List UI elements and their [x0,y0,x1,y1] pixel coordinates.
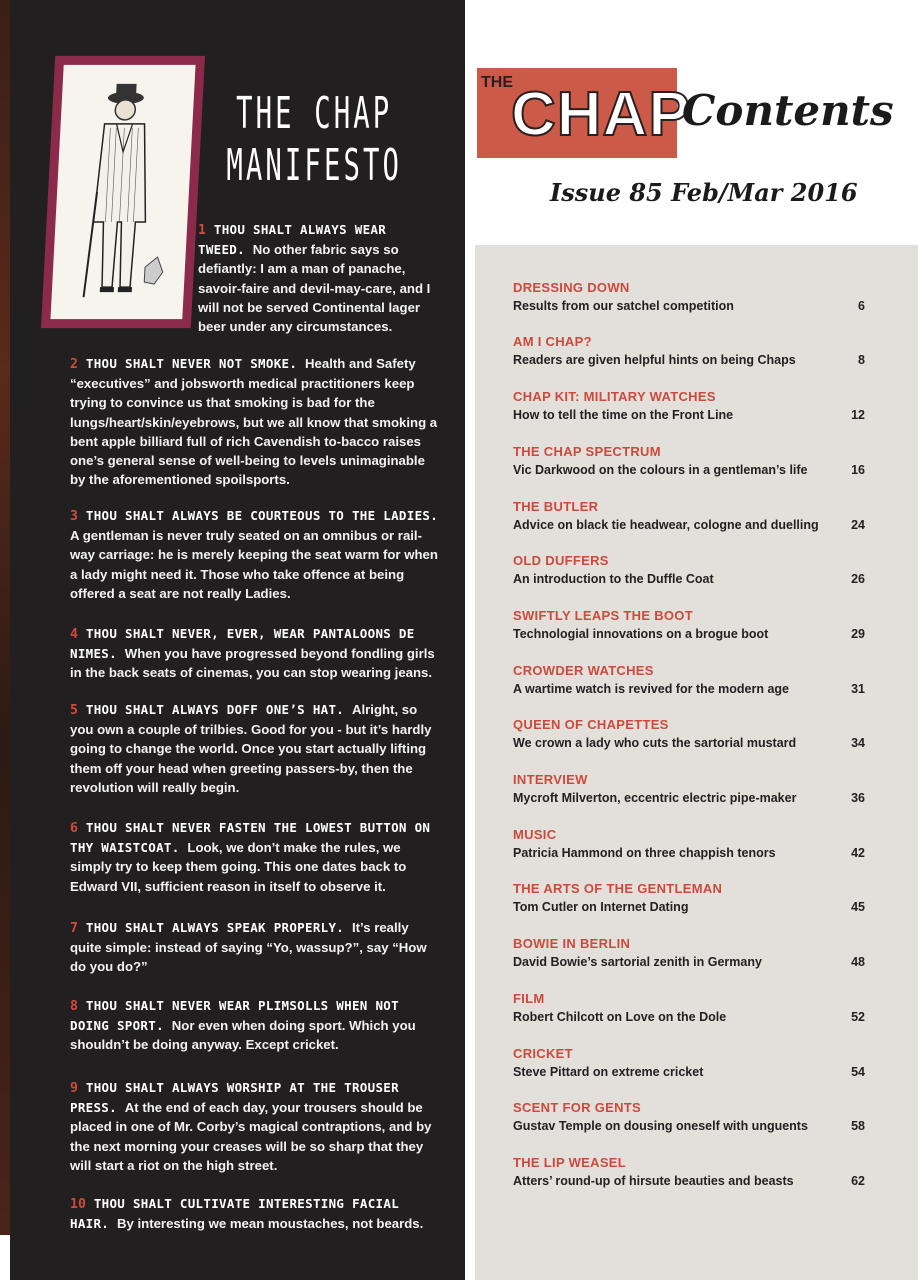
toc-entry-desc: Mycroft Milverton, eccentric electric pipe-maker [513,791,797,805]
background-photo-edge [0,0,10,1235]
toc-entry-desc: Patricia Hammond on three chappish tenors [513,846,776,860]
toc-entry-page: 52 [851,1010,865,1024]
rule-number: 8 [70,999,86,1014]
rule-heading: THOU SHALT NEVER FASTEN THE LOWEST BUTTON ON THY WAISTCOAT. [70,820,431,856]
rule-heading: THOU SHALT NEVER WEAR PLIMSOLLS WHEN NOT DOING SPORT. [70,998,399,1034]
toc-entry[interactable] [513,771,865,807]
manifesto-rule [70,354,440,489]
toc-entry-title: CROWDER WATCHES [513,663,654,678]
rule-text: Look, we don’t make the rules, we simply try to keep them going. This one dates back to Edward VII, sufficient reason in itself to observe it. [70,840,407,894]
rule-heading: THOU SHALT ALWAYS WEAR TWEED. [198,222,387,258]
toc-entry-title: BOWIE IN BERLIN [513,936,631,951]
toc-entry-title: MUSIC [513,827,557,842]
manifesto-rule [70,700,440,797]
toc-entry[interactable] [513,607,865,643]
rule-heading: THOU SHALT ALWAYS SPEAK PROPERLY. [85,920,352,935]
manifesto-rule [70,818,440,896]
rule-number: 5 [70,703,86,718]
gentleman-illustration-frame [41,56,205,328]
toc-entry-page: 42 [851,846,865,860]
manifesto-rule [70,1194,440,1233]
toc-entry-title: THE LIP WEASEL [513,1155,627,1170]
toc-entry-page: 45 [851,900,865,914]
logo-the: THE [481,74,513,91]
toc-entry-page: 48 [851,955,865,969]
toc-entry[interactable] [513,935,865,971]
toc-entry-title: INTERVIEW [513,772,588,787]
rule-number: 2 [70,357,86,372]
toc-entry-desc: Technologial innovations on a brogue boot [513,627,769,641]
toc-entry-desc: Steve Pittard on extreme cricket [513,1065,704,1079]
rule-text: Alright, so you own a couple of trilbies. Good for you - but it’s hardly going to change the world. Once you start actually lifting them off your head when greeting passers-by, then the revolution will really begin. [70,702,432,795]
toc-entry-desc: David Bowie’s sartorial zenith in Germany [513,955,762,969]
toc-entry-page: 24 [851,518,865,532]
toc-entry[interactable] [513,716,865,752]
manifesto-rule [198,220,438,336]
toc-entry-page: 62 [851,1174,865,1188]
toc-entry[interactable] [513,498,865,534]
rule-heading: THOU SHALT ALWAYS DOFF ONE’S HAT. [85,702,352,717]
toc-entry[interactable] [513,990,865,1026]
rule-heading: THOU SHALT ALWAYS BE COURTEOUS TO THE LADIES. [85,508,439,523]
toc-entry-page: 54 [851,1065,865,1079]
rule-heading: THOU SHALT NEVER, EVER, WEAR PANTALOONS DE NIMES. [70,626,415,662]
rule-text: No other fabric says so defiantly: I am a man of panache, savoir-faire and devil-may-care, and I will not be served Continental lager beer under any circumstances. [198,242,431,335]
toc-entry-title: DRESSING DOWN [513,280,630,295]
rule-number: 4 [70,627,86,642]
toc-entry-title: THE BUTLER [513,499,599,514]
toc-entry-title: FILM [513,991,545,1006]
toc-entry-title: SWIFTLY LEAPS THE BOOT [513,608,693,623]
rule-heading: THOU SHALT CULTIVATE INTERESTING FACIAL HAIR. [70,1196,400,1232]
toc-entry-page: 16 [851,463,865,477]
toc-entry-desc: Advice on black tie headwear, cologne and duelling [513,518,819,532]
toc-entry[interactable] [513,880,865,916]
rule-text: Nor even when doing sport. Which you shouldn’t be doing anyway. Except cricket. [70,1018,416,1053]
toc-entry-desc: Tom Cutler on Internet Dating [513,900,689,914]
manifesto-rule [70,624,440,683]
manifesto-rule [70,506,440,603]
toc-entry[interactable] [513,662,865,698]
toc-entry[interactable] [513,1099,865,1135]
toc-entry-desc: Readers are given helpful hints on being Chaps [513,353,796,367]
toc-entry-page: 8 [858,353,865,367]
rule-heading: THOU SHALT ALWAYS WORSHIP AT THE TROUSER PRESS. [70,1080,399,1116]
manifesto-rule [70,1078,440,1175]
rule-number: 1 [198,223,214,238]
toc-entry-title: CHAP KIT: MILITARY WATCHES [513,389,716,404]
toc-entry-title: THE ARTS OF THE GENTLEMAN [513,881,723,896]
toc-entry-desc: Vic Darkwood on the colours in a gentleman’s life [513,463,808,477]
rule-text: A gentleman is never truly seated on an omnibus or rail-way carriage: he is merely keeping the seat warm for when a lady might need it. Those who take offence at being offered a seat are not really Ladies. [70,528,438,601]
toc-entry-title: SCENT FOR GENTS [513,1100,642,1115]
manifesto-rule [70,996,440,1055]
toc-entry-page: 29 [851,627,865,641]
gentleman-illustration [50,65,195,319]
toc-entry-title: OLD DUFFERS [513,553,609,568]
toc-entry-page: 31 [851,682,865,696]
toc-entry-page: 6 [858,299,865,313]
toc-entry-desc: An introduction to the Duffle Coat [513,572,714,586]
rule-text: By interesting we mean moustaches, not beards. [116,1216,424,1232]
manifesto-rule [70,918,440,977]
toc-entry-page: 12 [851,408,865,422]
toc-entry-page: 34 [851,736,865,750]
toc-entry-title: AM I CHAP? [513,334,592,349]
rule-text: When you have progressed beyond fondling girls in the back seats of cinemas, you can stop wearing jeans. [70,646,435,681]
rule-text: It’s really quite simple: instead of saying “Yo, wassup?”, say “How do you do?” [70,920,427,975]
rule-text: At the end of each day, your trousers should be placed in one of Mr. Corby’s magical contraptions, and by the next morning your creases will be so sharp that they will start a riot on the high street. [70,1100,432,1173]
toc-entry-desc: Gustav Temple on dousing oneself with unguents [513,1119,808,1133]
manifesto-title-line2: MANIFESTO [226,140,403,191]
toc-entry[interactable] [513,333,865,369]
rule-number: 6 [70,821,86,836]
toc-entry-page: 26 [851,572,865,586]
gentleman-figure-icon [57,72,189,312]
toc-entry-desc: Atters’ round-up of hirsute beauties and beasts [513,1174,794,1188]
logo-chap: CHAP [511,80,691,149]
toc-entry-desc: Robert Chilcott on Love on the Dole [513,1010,727,1024]
manifesto-title [215,88,413,192]
toc-entry[interactable] [513,552,865,588]
chap-logo [477,68,691,158]
rule-number: 9 [70,1081,86,1096]
toc-entry[interactable] [513,388,865,424]
rule-number: 10 [70,1197,94,1212]
toc-entry-title: CRICKET [513,1046,573,1061]
toc-entry-desc: How to tell the time on the Front Line [513,408,734,422]
rule-text: Health and Safety “executives” and jobsworth medical practitioners keep trying to convince us that smoking is bad for the lungs/heart/skin/eyebrows, but we all know that smoking a bent apple billiard full of rich Cavendish to-bacco raises one’s general sense of well-being to levels unimaginable by the aforementioned spoilsports. [70,356,438,488]
toc-entry[interactable] [513,1154,865,1190]
rule-number: 7 [70,921,86,936]
toc-entry[interactable] [513,826,865,862]
toc-entry-title: THE CHAP SPECTRUM [513,444,661,459]
toc-entry-desc: A wartime watch is revived for the modern age [513,682,790,696]
contents-title: Contents [682,86,894,135]
toc-entry[interactable] [513,443,865,479]
rule-heading: THOU SHALT NEVER NOT SMOKE. [85,356,306,371]
toc-entry-desc: We crown a lady who cuts the sartorial mustard [513,736,797,750]
rule-number: 3 [70,509,86,524]
toc-entry-page: 36 [851,791,865,805]
toc-entry-desc: Results from our satchel competition [513,299,734,313]
contents-panel [475,245,918,1280]
manifesto-title-line1: THE CHAP [236,88,393,139]
toc-entry-title: QUEEN OF CHAPETTES [513,717,669,732]
issue-label: Issue 85 Feb/Mar 2016 [550,178,858,207]
toc-entry-page: 58 [851,1119,865,1133]
toc-entry[interactable] [513,279,865,315]
toc-entry[interactable] [513,1045,865,1081]
